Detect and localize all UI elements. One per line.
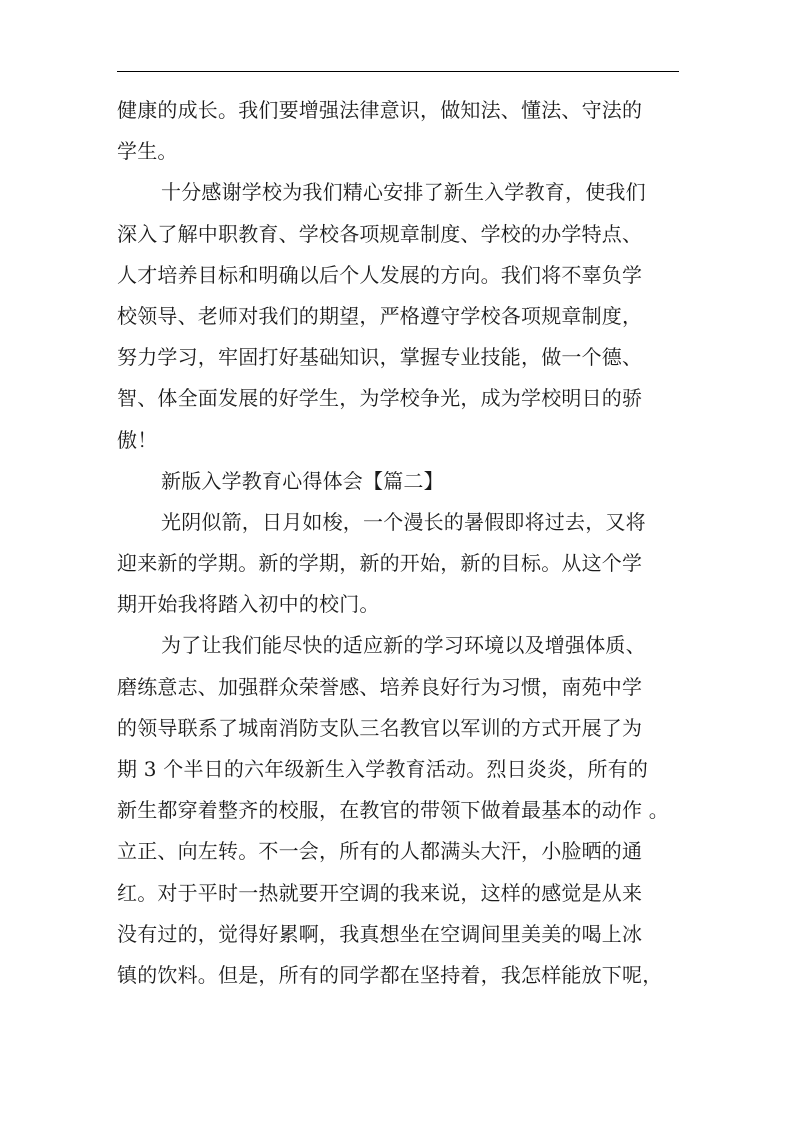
- text-line: 学生。: [117, 139, 178, 164]
- text-line: 努力学习，牢固打好基础知识，掌握专业技能，做一个德、: [117, 345, 643, 370]
- document-body: [117, 90, 683, 996]
- text-line: 红。对于平时一热就要开空调的我来说，这样的感觉是从来: [117, 880, 643, 905]
- text-line: 立正、向左转。不一会，所有的人都满头大汗，小脸晒的通: [117, 839, 643, 864]
- text-line: 镇的饮料。但是，所有的同学都在坚持着，我怎样能放下呢，: [117, 962, 663, 987]
- text-line: 深入了解中职教育、学校各项规章制度、学校的办学特点、: [117, 221, 643, 246]
- text-line: 人才培养目标和明确以后个人发展的方向。我们将不辜负学: [117, 262, 643, 287]
- text-line: 迎来新的学期。新的学期，新的开始，新的目标。从这个学: [117, 551, 643, 576]
- paragraph-start-line: 为了让我们能尽快的适应新的学习环境以及增强体质、: [161, 633, 646, 658]
- text-line: 健康的成长。我们要增强法律意识，做知法、懂法、守法的: [117, 98, 643, 122]
- text-line: 期开始我将踏入初中的校门。: [117, 592, 380, 617]
- text-line: 没有过的，觉得好累啊，我真想坐在空调间里美美的喝上冰: [117, 921, 643, 946]
- text-line: 期 3 个半日的六年级新生入学教育活动。烈日炎炎，所有的: [117, 757, 649, 781]
- paragraph-start-line: 光阴似箭，日月如梭，一个漫长的暑假即将过去，又将: [161, 509, 646, 534]
- text-line: 新生都穿着整齐的校服，在教官的带领下做着最基本的动作 。: [117, 798, 669, 823]
- text-line: 智、体全面发展的好学生，为学校争光，成为学校明日的骄: [117, 386, 643, 411]
- text-line: 磨练意志、加强群众荣誉感、培养良好行为习惯，南苑中学: [117, 674, 643, 699]
- text-line: 校领导、老师对我们的期望，严格遵守学校各项规章制度，: [117, 303, 643, 328]
- header-rule: [117, 71, 679, 72]
- text-line: 的领导联系了城南消防支队三名教官以军训的方式开展了为: [117, 715, 643, 740]
- section-heading: 新版入学教育心得体会【篇二】: [161, 468, 444, 493]
- text-line: 傲！: [117, 427, 158, 452]
- paragraph-start-line: 十分感谢学校为我们精心安排了新生入学教育，使我们: [161, 180, 646, 205]
